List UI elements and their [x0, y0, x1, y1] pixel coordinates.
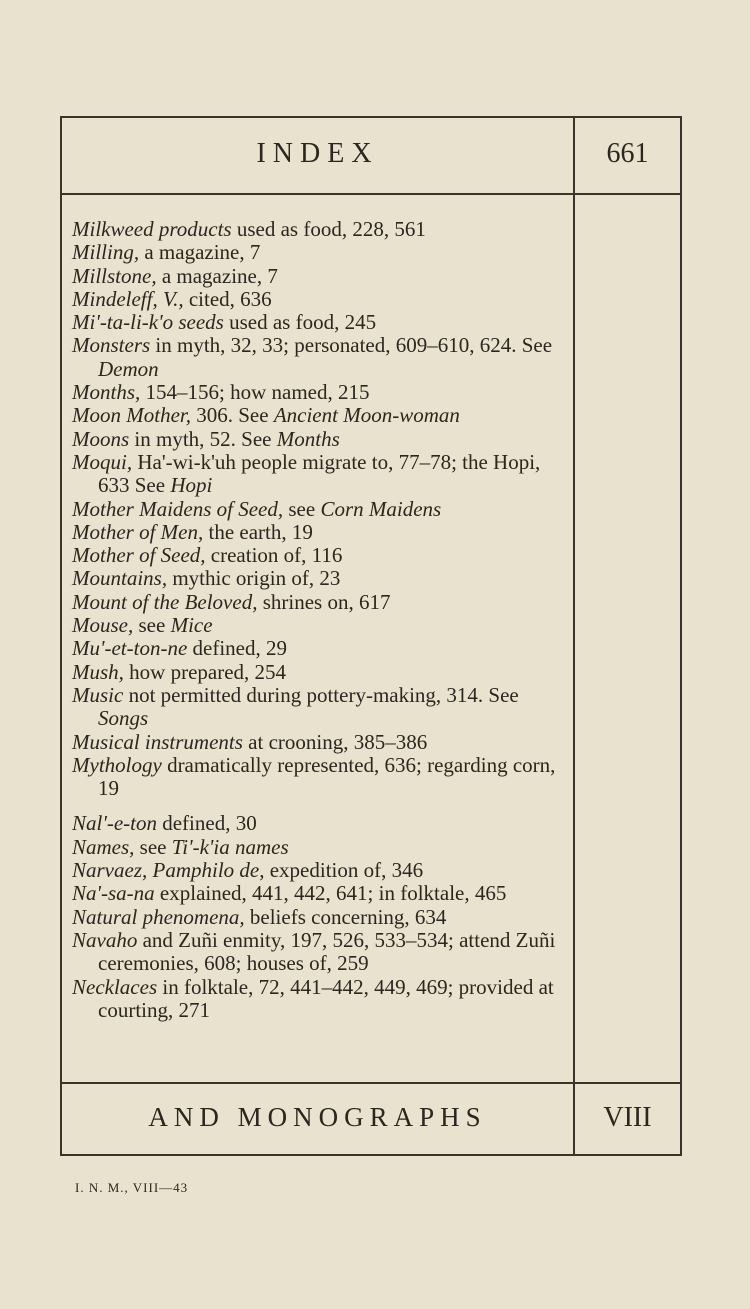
index-entry	[72, 288, 568, 311]
index-entry	[72, 498, 568, 521]
column-divider	[573, 118, 575, 1154]
index-entry	[72, 334, 568, 381]
entry-term: Mu'-et-ton-ne	[72, 636, 188, 661]
entry-term: Mouse,	[72, 613, 134, 638]
entry-term: Names,	[72, 834, 135, 859]
index-entry	[72, 241, 568, 264]
index-entry	[72, 381, 568, 404]
entry-text: a magazine, 7	[156, 263, 278, 288]
entry-text: shrines on, 617	[257, 589, 391, 614]
index-entry	[72, 591, 568, 614]
entry-term: Mount of the Beloved,	[72, 589, 258, 614]
index-entry	[72, 684, 568, 731]
footer-rule	[62, 1082, 680, 1084]
entry-text: and Zuñi enmity, 197, 526, 533–534; attend Zuñi ceremonies, 608; houses of, 259	[98, 927, 556, 976]
page-frame	[60, 116, 682, 1156]
entry-term: Natural phenomena,	[72, 904, 245, 929]
entry-term: Moqui,	[72, 449, 133, 474]
entry-text: used as food, 245	[223, 310, 377, 335]
index-entry	[72, 637, 568, 660]
entry-term: Na'-sa-na	[72, 881, 155, 906]
entry-term: Necklaces	[72, 974, 158, 999]
entry-text: mythic origin of, 23	[167, 566, 341, 591]
entry-text: not permitted during pottery-making, 314. See	[123, 682, 519, 707]
entry-text: expedition of, 346	[264, 858, 424, 883]
entry-text: a magazine, 7	[139, 240, 261, 265]
entry-term: Months	[276, 426, 340, 451]
entry-text: defined, 29	[187, 636, 288, 661]
entry-text: dramatically represented, 636; regarding corn, 19	[98, 752, 556, 801]
page-number: 661	[606, 138, 649, 169]
index-entry	[72, 451, 568, 498]
entry-term: Mice	[170, 613, 213, 638]
entry-text: in folktale, 72, 441–442, 449, 469; provided at courting, 271	[98, 974, 554, 1022]
index-entry	[72, 731, 568, 754]
entry-text: see	[134, 834, 172, 859]
entry-text: cited, 636	[183, 286, 272, 311]
entry-term: Milkweed products	[72, 217, 232, 241]
entry-term: Mountains,	[72, 566, 168, 591]
header-rule	[62, 193, 680, 195]
printer-signature: I. N. M., VIII—43	[75, 1180, 189, 1195]
entry-term: Monsters	[72, 333, 151, 358]
entry-term: Milling,	[72, 240, 140, 265]
entry-text: 306. See	[191, 403, 274, 428]
running-head: INDEX	[256, 138, 379, 169]
index-entry	[72, 836, 568, 859]
index-entry	[72, 929, 568, 976]
entry-term: Mother of Seed,	[72, 543, 206, 568]
entry-term: Months,	[72, 380, 141, 405]
entry-text: 154–156; how named, 215	[140, 380, 370, 405]
index-entry	[72, 311, 568, 334]
index-entry	[72, 544, 568, 567]
index-entry	[72, 859, 568, 882]
entry-term: Musical instruments	[72, 729, 243, 754]
index-entry	[72, 218, 568, 241]
entry-text: used as food, 228, 561	[231, 217, 426, 241]
volume-number: VIII	[603, 1102, 652, 1133]
index-entry	[72, 428, 568, 451]
index-entry	[72, 906, 568, 929]
series-title: AND MONOGRAPHS	[148, 1102, 487, 1132]
entry-term: Mi'-ta-li-k'o seeds	[72, 310, 224, 335]
index-entry	[72, 567, 568, 590]
entry-term: Mother of Men,	[72, 519, 204, 544]
entry-text: defined, 30	[156, 811, 257, 836]
index-entry	[72, 265, 568, 288]
index-entry	[72, 754, 568, 801]
entry-text: how prepared, 254	[123, 659, 287, 684]
entry-text: explained, 441, 442, 641; in folktale, 465	[154, 881, 507, 906]
index-entry	[72, 976, 568, 1023]
entry-term: Navaho	[72, 927, 138, 952]
entry-term: Narvaez, Pamphilo de,	[72, 858, 265, 883]
entry-term: Millstone,	[72, 263, 157, 288]
entry-term: Moons	[72, 426, 130, 451]
entry-text: in myth, 52. See	[129, 426, 277, 451]
index-entry	[72, 404, 568, 427]
index-entry	[72, 812, 568, 835]
entry-term: Ancient Moon-woman	[273, 403, 460, 428]
entry-text: creation of, 116	[205, 543, 343, 568]
entry-term: Ti'-k'ia names	[171, 834, 289, 859]
index-entry	[72, 661, 568, 684]
entry-term: Mush,	[72, 659, 124, 684]
entry-text: beliefs concerning, 634	[244, 904, 447, 929]
entry-text: the earth, 19	[203, 519, 313, 544]
entry-text: at crooning, 385–386	[242, 729, 428, 754]
index-entry	[72, 614, 568, 637]
entry-term: Mindeleff, V.,	[72, 286, 184, 311]
entry-term: Hopi	[170, 473, 213, 498]
entry-term: Demon	[98, 356, 159, 381]
entry-text: Ha'-wi-k'uh people migrate to, 77–78; the Hopi, 633 See	[98, 449, 541, 498]
entry-text: in myth, 32, 33; personated, 609–610, 624. See	[150, 333, 553, 358]
entry-text: see	[283, 496, 321, 521]
entry-term: Music	[72, 682, 124, 707]
index-entries	[72, 218, 568, 1022]
entry-term: Nal'-e-ton	[72, 811, 157, 836]
entry-term: Songs	[98, 706, 149, 731]
index-entry	[72, 521, 568, 544]
entry-term: Moon Mother,	[72, 403, 191, 428]
index-entry	[72, 882, 568, 905]
entry-text: see	[133, 613, 171, 638]
entry-term: Mother Maidens of Seed,	[72, 496, 284, 521]
entry-term: Corn Maidens	[320, 496, 442, 521]
entry-term: Mythology	[72, 752, 162, 777]
